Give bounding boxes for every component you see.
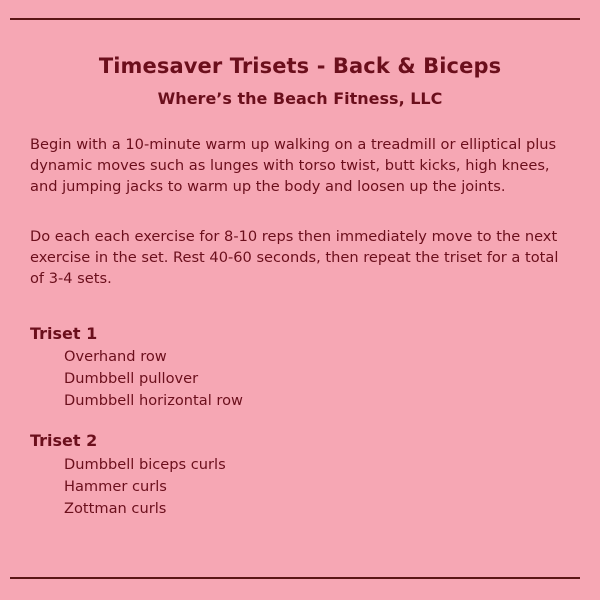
triset-2-exercise-list	[64, 454, 226, 520]
company-subtitle: Where’s the Beach Fitness, LLC	[157, 89, 443, 108]
triset-1-heading: Triset 1	[30, 324, 98, 343]
triset-1-exercise-list	[64, 346, 243, 412]
warmup-paragraph: Begin with a 10-minute warm up walking on a treadmill or elliptical plus dynamic moves such as lunges with torso twist, butt kicks, high knees, and jumping jacks to warm up the body and loosen up the joints.	[30, 136, 557, 195]
triset-2-heading: Triset 2	[30, 431, 98, 450]
exercise-item: Hammer curls	[64, 478, 167, 495]
exercise-item: Dumbbell horizontal row	[64, 392, 243, 409]
top-divider	[10, 18, 580, 20]
exercise-item: Overhand row	[64, 348, 167, 365]
bottom-divider	[10, 577, 580, 579]
page-title: Timesaver Trisets - Back & Biceps	[98, 54, 502, 78]
exercise-item: Dumbbell pullover	[64, 370, 199, 387]
instructions-paragraph: Do each each exercise for 8-10 reps then immediately move to the next exercise in the set. Rest 40-60 seconds, then repeat the triset for a total of 3-4 sets.	[30, 228, 559, 287]
exercise-item: Dumbbell biceps curls	[64, 456, 226, 473]
exercise-item: Zottman curls	[64, 500, 167, 517]
